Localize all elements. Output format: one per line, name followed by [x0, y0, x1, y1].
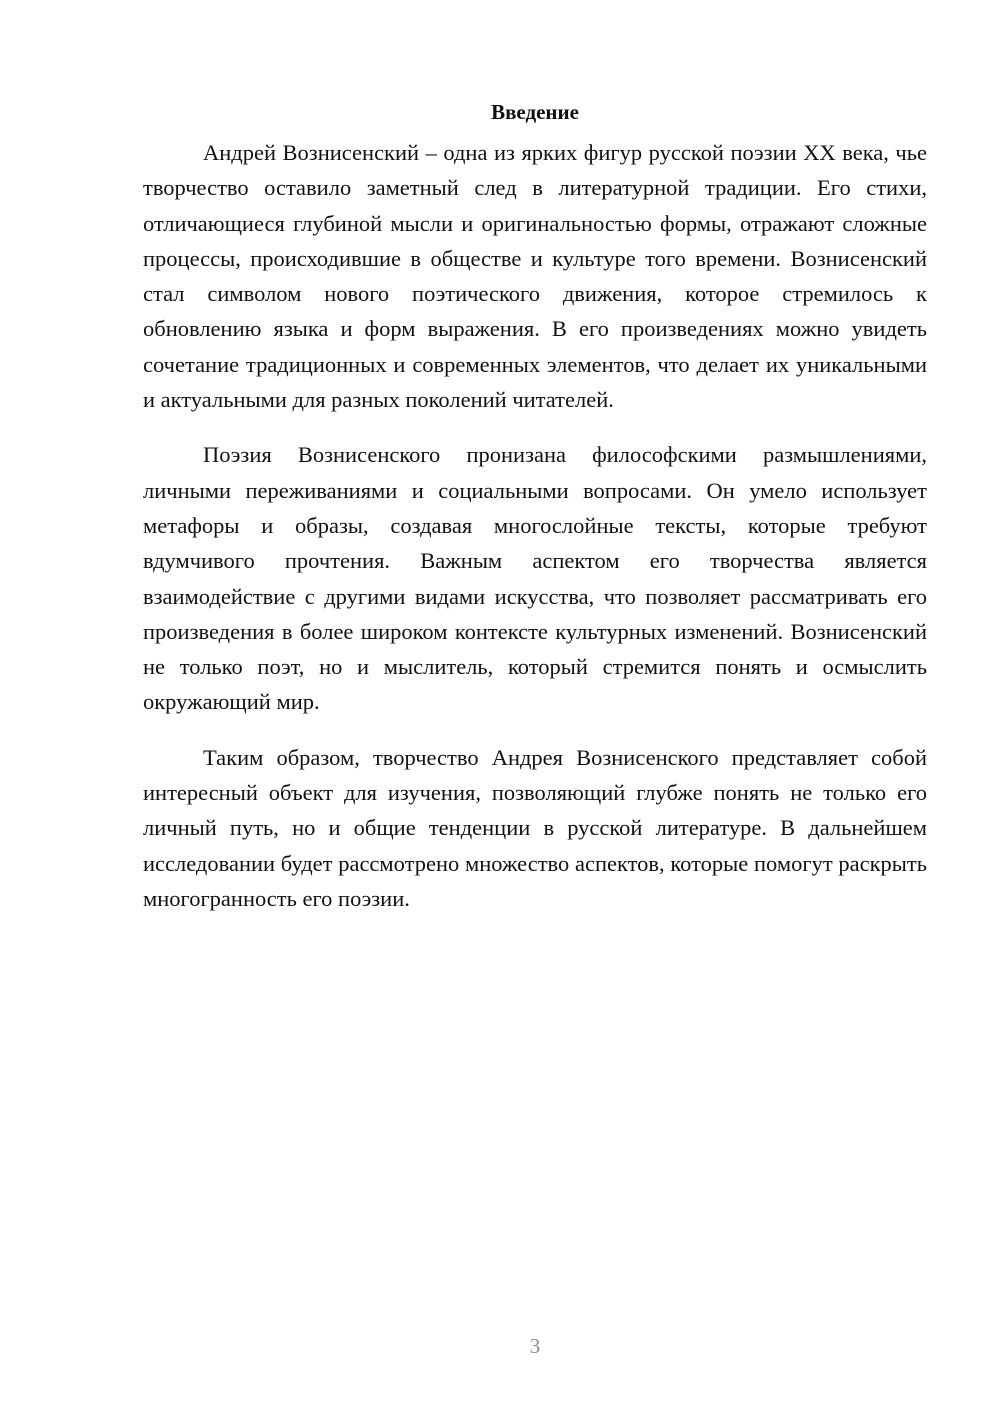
paragraph-3: Таким образом, творчество Андрея Вознисенского представляет собой интересный объект для изучения, позволяющий глубже понять не только его личный путь, но и общие тенденции в русской литературе. В дальнейшем исследовании будет рассмотрено множество аспектов, которые помогут раскрыть многогранность его поэзии. [143, 744, 927, 911]
page-content [143, 99, 927, 916]
section-title: Введение [491, 100, 579, 124]
paragraph-2: Поэзия Вознисенского пронизана философскими размышлениями, личными переживаниями и социальными вопросами. Он умело использует метафоры и образы, создавая многослойные тексты, которые требуют вдумчивого прочтения. Важным аспектом его творчества является взаимодействие с другими видами искусства, что позволяет рассматривать его произведения в более широком контексте культурных изменений. Вознисенский не только поэт, но и мыслитель, который стремится понять и осмыслить окружающий мир. [143, 442, 927, 715]
page-number: 3 [529, 1334, 541, 1358]
paragraph-1: Андрей Вознисенский – одна из ярких фигур русской поэзии XX века, чье творчество оставило заметный след в литературной традиции. Его стихи, отличающиеся глубиной мысли и оригинальностью формы, отражают сложные процессы, происходившие в обществе и культуре того времени. Вознисенский стал символом нового поэтического движения, которое стремилось к обновлению языка и форм выражения. В его произведениях можно увидеть сочетание традиционных и современных элементов, что делает их уникальными и актуальными для разных поколений читателей. [143, 140, 927, 413]
